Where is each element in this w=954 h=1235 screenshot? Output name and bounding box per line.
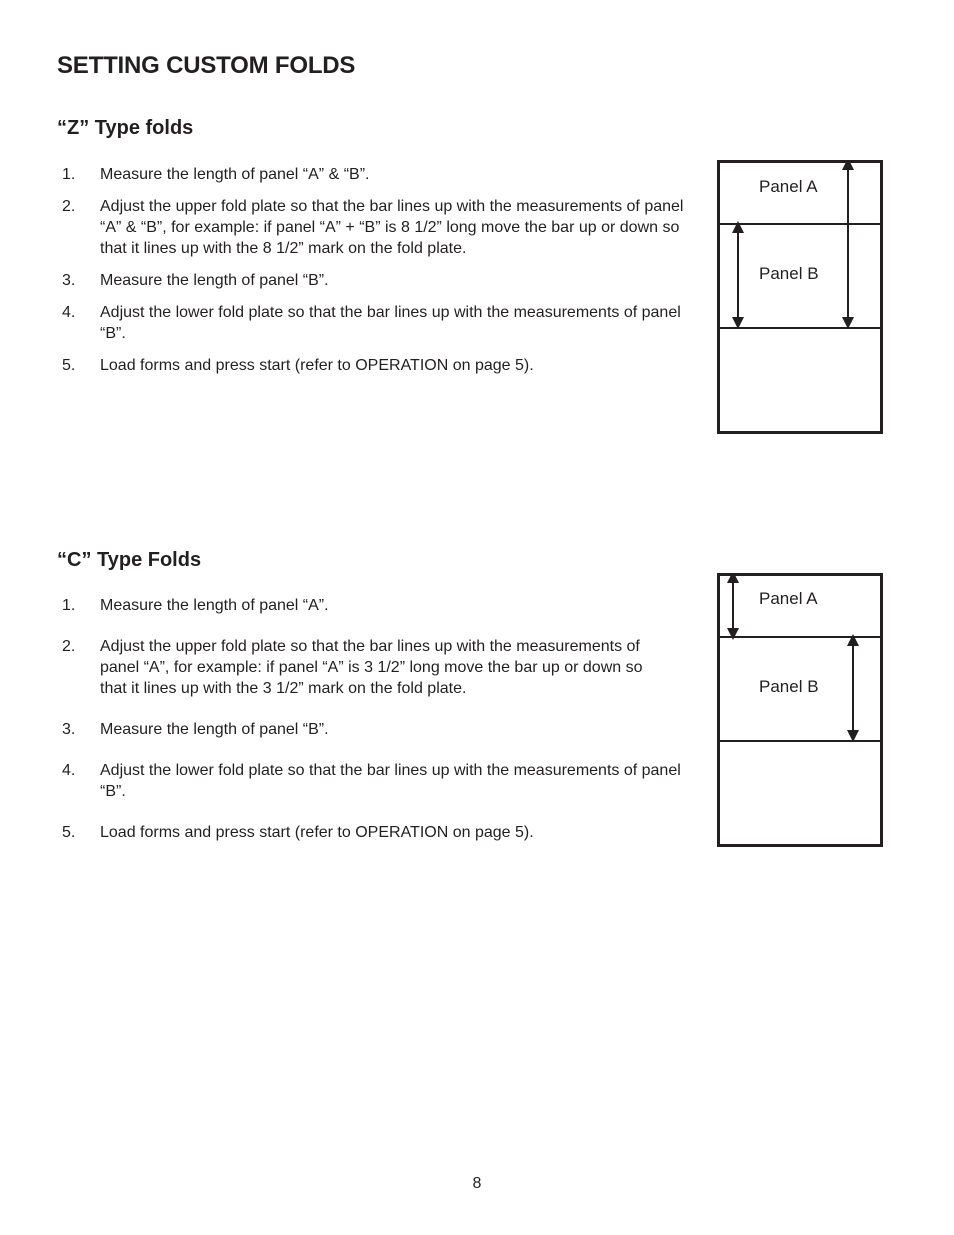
panel-a-label: Panel A — [759, 177, 818, 196]
panel-a-label: Panel A — [759, 589, 818, 608]
c-fold-diagram-svg — [717, 573, 883, 847]
step-text: Adjust the upper fold plate so that the bar lines up with the measurements of panel “A”, for example: if panel “A” is 3 1/2” long move the bar up or down so that it lines up with the 3 1/2” mark on the fold plate. — [100, 638, 643, 697]
z-fold-diagram-svg — [717, 160, 883, 434]
z-step-1 — [62, 164, 684, 185]
z-step-2 — [62, 196, 684, 259]
step-text: Adjust the upper fold plate so that the bar lines up with the measurements of panel “A” & “B”, for example: if panel “A” + “B” is 8 1/2” long move the bar up or down so that it lines up with the 8 1/2” mark on the fold plate. — [100, 198, 684, 257]
panel-b-label: Panel B — [759, 677, 819, 696]
step-text: Measure the length of panel “A”. — [100, 597, 329, 614]
step-number: 5. — [62, 357, 76, 374]
c-folds-heading: “C” Type Folds — [57, 549, 202, 571]
z-folds-heading: “Z” Type folds — [57, 117, 194, 139]
c-step-2 — [62, 636, 684, 699]
step-number: 1. — [62, 166, 76, 183]
c-step-4 — [62, 760, 684, 802]
page-number: 8 — [472, 1175, 482, 1192]
page-title: SETTING CUSTOM FOLDS — [57, 52, 356, 79]
step-number: 3. — [62, 272, 76, 289]
c-fold-diagram — [717, 573, 883, 847]
step-number: 2. — [62, 198, 76, 215]
c-step-1 — [62, 595, 684, 616]
step-number: 5. — [62, 824, 76, 841]
step-text: Load forms and press start (refer to OPERATION on page 5). — [100, 357, 534, 374]
step-number: 4. — [62, 762, 76, 779]
step-number: 2. — [62, 638, 76, 655]
step-text: Measure the length of panel “A” & “B”. — [100, 166, 370, 183]
step-text: Measure the length of panel “B”. — [100, 721, 329, 738]
z-folds-steps — [62, 164, 684, 376]
c-step-3 — [62, 719, 684, 740]
step-text: Adjust the lower fold plate so that the bar lines up with the measurements of panel “B”. — [100, 304, 681, 342]
c-step-5 — [62, 822, 684, 843]
paper-outline — [719, 575, 882, 846]
step-text: Measure the length of panel “B”. — [100, 272, 329, 289]
z-fold-diagram — [717, 160, 883, 434]
z-step-4 — [62, 302, 684, 344]
c-folds-steps — [62, 595, 684, 843]
panel-b-label: Panel B — [759, 264, 819, 283]
step-text: Adjust the lower fold plate so that the bar lines up with the measurements of panel “B”. — [100, 762, 681, 800]
z-step-5 — [62, 355, 684, 376]
step-number: 1. — [62, 597, 76, 614]
z-step-3 — [62, 270, 684, 291]
paper-outline — [719, 162, 882, 433]
step-number: 3. — [62, 721, 76, 738]
step-number: 4. — [62, 304, 76, 321]
step-text: Load forms and press start (refer to OPERATION on page 5). — [100, 824, 534, 841]
